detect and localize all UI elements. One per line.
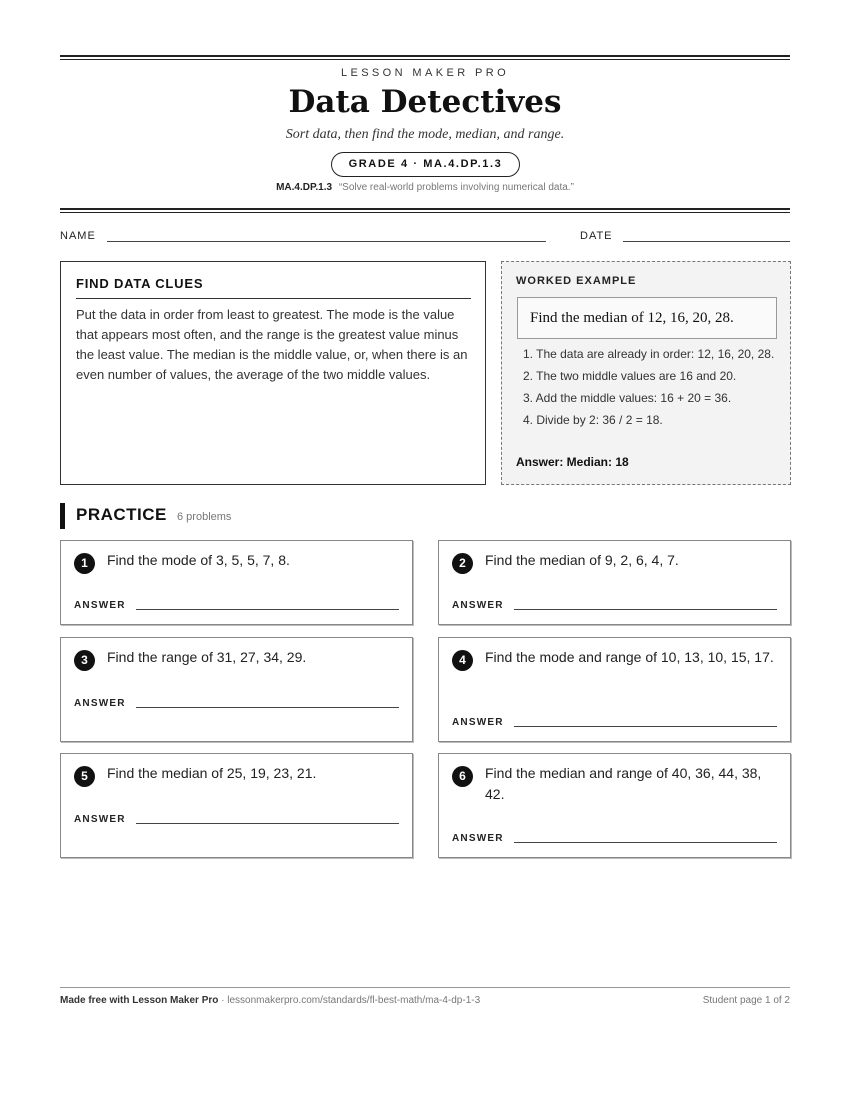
practice-count: 6 problems	[177, 511, 232, 523]
footer-credit	[60, 995, 480, 1006]
clues-panel	[60, 261, 486, 485]
problem-card-2	[438, 540, 791, 625]
standard-text: “Solve real-world problems involving numerical data.”	[338, 182, 574, 193]
answer-label: ANSWER	[452, 600, 504, 611]
worked-example-step: 2. The two middle values are 16 and 20.	[523, 369, 737, 383]
worked-example-steps	[516, 346, 782, 434]
problem-number: 3	[74, 650, 95, 671]
answer-field-6[interactable]	[514, 842, 777, 843]
worked-example-heading: WORKED EXAMPLE	[516, 275, 637, 287]
problem-text: Find the mode and range of 10, 13, 10, 15, 17.	[485, 649, 774, 665]
problem-number: 5	[74, 766, 95, 787]
problem-number: 6	[452, 766, 473, 787]
problem-text: Find the median and range of 40, 36, 44, 38, 42.	[485, 765, 762, 802]
answer-label: ANSWER	[452, 717, 504, 728]
answer-field-4[interactable]	[514, 726, 777, 727]
problem-card-6	[438, 753, 791, 858]
footer-made-with: Made free with Lesson Maker Pro	[60, 995, 219, 1006]
date-field[interactable]	[623, 241, 790, 242]
problem-text: Find the mode of 3, 5, 5, 7, 8.	[107, 552, 290, 568]
problem-text: Find the range of 31, 27, 34, 29.	[107, 649, 307, 665]
standard-code: MA.4.DP.1.3	[276, 182, 333, 193]
footer-page-number: Student page 1 of 2	[702, 995, 790, 1006]
problem-card-3	[60, 637, 413, 742]
practice-accent-bar	[60, 503, 65, 529]
answer-field-1[interactable]	[136, 609, 399, 610]
practice-title: PRACTICE	[76, 505, 167, 524]
brand-name: LESSON MAKER PRO	[340, 67, 510, 79]
worked-example-answer: Answer: Median: 18	[516, 455, 629, 469]
answer-field-2[interactable]	[514, 609, 777, 610]
answer-field-3[interactable]	[136, 707, 399, 708]
answer-field-5[interactable]	[136, 823, 399, 824]
problem-text: Find the median of 25, 19, 23, 21.	[107, 765, 317, 781]
name-field[interactable]	[107, 241, 546, 242]
page-title: Data Detectives	[288, 84, 562, 120]
problem-card-1	[60, 540, 413, 625]
footer-rule	[60, 987, 790, 988]
answer-label: ANSWER	[74, 814, 126, 825]
standard-line	[0, 182, 850, 193]
answer-label: ANSWER	[74, 600, 126, 611]
problem-number: 4	[452, 650, 473, 671]
footer-url[interactable]: · lessonmakerpro.com/standards/fl-best-math/ma-4-dp-1-3	[218, 995, 481, 1006]
date-label: DATE	[580, 230, 613, 242]
problem-number: 1	[74, 553, 95, 574]
worked-example-panel	[501, 261, 791, 485]
header-bottom-rule	[60, 208, 790, 213]
clues-heading: FIND DATA CLUES	[76, 276, 471, 299]
name-label: NAME	[60, 230, 96, 242]
worked-example-problem: Find the median of 12, 16, 20, 28.	[517, 297, 777, 339]
grade-badge: GRADE 4 · MA.4.DP.1.3	[331, 152, 520, 177]
answer-label: ANSWER	[452, 833, 504, 844]
clues-text: Put the data in order from least to greatest. The mode is the value that appears most often, and the range is the greatest value minus the least value. The median is the middle value, or, when there is an even number of values, the average of the two middle values.	[76, 307, 468, 382]
worked-example-step: 4. Divide by 2: 36 / 2 = 18.	[523, 413, 663, 427]
problem-card-4	[438, 637, 791, 742]
worked-example-step: 3. Add the middle values: 16 + 20 = 36.	[523, 391, 732, 405]
worked-example-step: 1. The data are already in order: 12, 16, 20, 28.	[523, 347, 775, 361]
problem-card-5	[60, 753, 413, 858]
problem-text: Find the median of 9, 2, 6, 4, 7.	[485, 552, 679, 568]
problem-number: 2	[452, 553, 473, 574]
page-subtitle: Sort data, then find the mode, median, and range.	[285, 127, 565, 142]
answer-label: ANSWER	[74, 698, 126, 709]
header-top-rule	[60, 55, 790, 60]
